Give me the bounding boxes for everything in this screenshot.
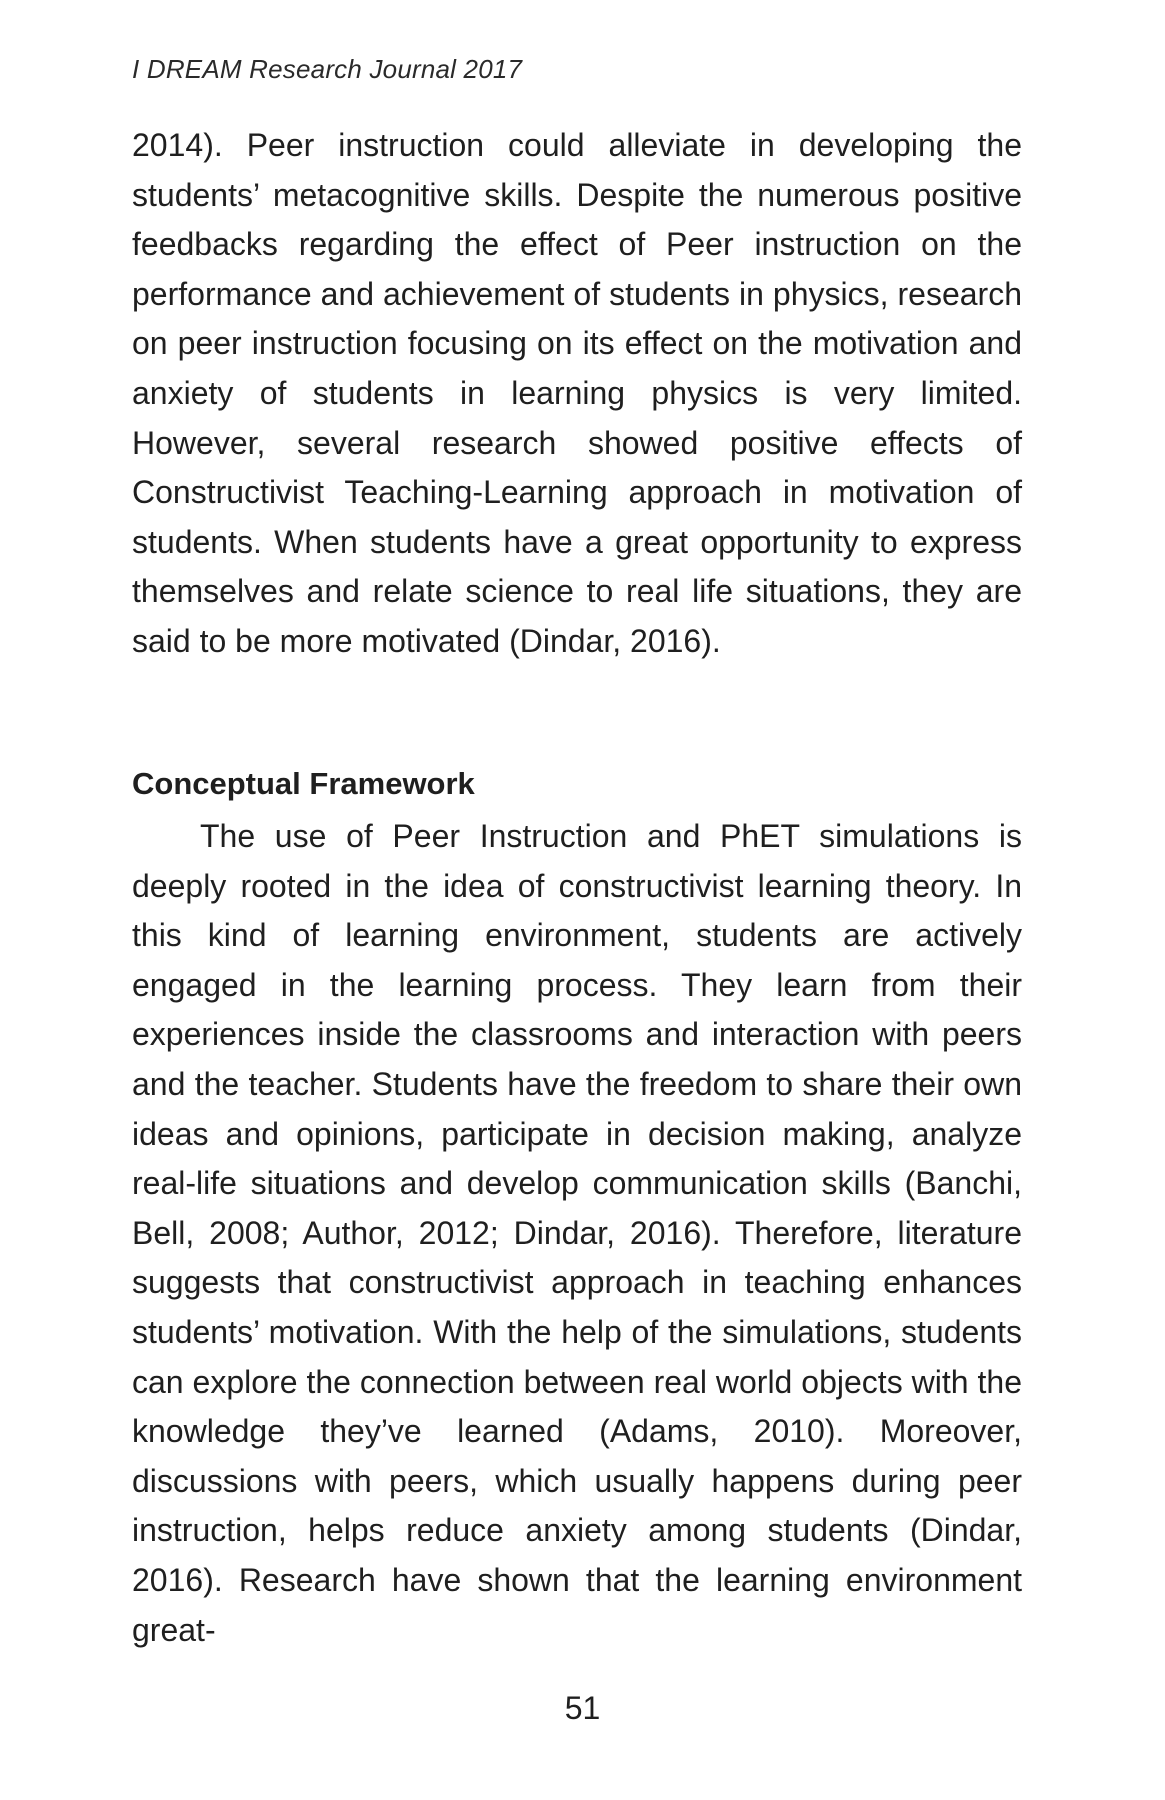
running-head: I DREAM Research Journal 2017 (132, 54, 523, 84)
page-number: 51 (564, 1690, 601, 1726)
body-paragraph-1: 2014). Peer instruction could alleviate in developing the students’ metacognitive skills. Despite the numerous positive feedbacks regarding the effect of Peer instruction on the performance and achievement of students in physics, research on peer instruction focusing on its effect on the motivation and anxiety of students in learning physics is very limited. However, several research showed positive effects of Constructivist Teaching-Learning approach in motivation of students. When students have a great opportunity to express themselves and relate science to real life situations, they are said to be more motivated (Dindar, 2016). (132, 127, 1022, 659)
body-paragraph-2: The use of Peer Instruction and PhET simulations is deeply rooted in the idea of constructivist learning theory. In this kind of learning environment, students are actively engaged in the learning process. They learn from their experiences inside the classrooms and interaction with peers and the teacher. Students have the freedom to share their own ideas and opinions, participate in decision making, analyze real-life situations and develop communication skills (Banchi, Bell, 2008; Author, 2012; Dindar, 2016). Therefore, literature suggests that constructivist approach in teaching enhances students’ motivation. With the help of the simulations, students can explore the connection between real world objects with the knowledge they’ve learned (Adams, 2010). Moreover, discussions with peers, which usually happens during peer instruction, helps reduce anxiety among students (Dindar, 2016). Research have shown that the learning environment great- (132, 818, 1022, 1648)
section-heading: Conceptual Framework (132, 766, 475, 801)
